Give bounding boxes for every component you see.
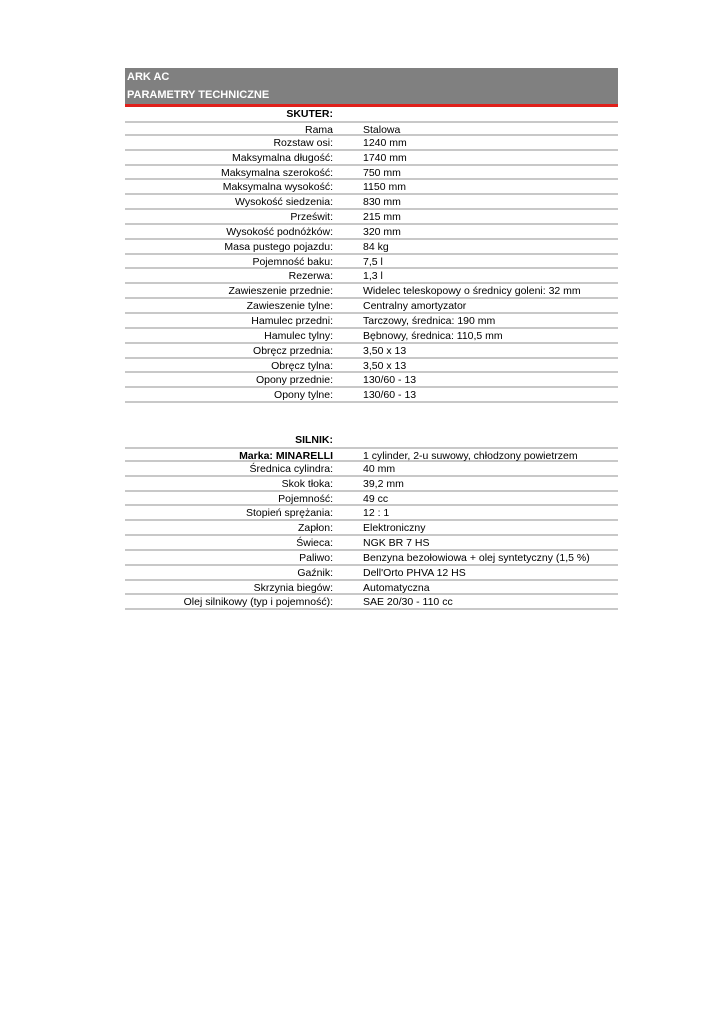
spec-value: 130/60 - 13 xyxy=(363,389,417,402)
section-title-label: SKUTER: xyxy=(286,108,333,120)
spec-value: 3,50 x 13 xyxy=(363,359,407,372)
spec-row xyxy=(125,551,618,566)
spec-row xyxy=(125,210,618,225)
spec-value: Widelec teleskopowy o średnicy goleni: 32 mm xyxy=(363,285,581,298)
spec-label: Maksymalna szerokość: xyxy=(220,166,333,179)
spec-label: Pojemność: xyxy=(278,492,333,505)
spec-row xyxy=(125,447,618,462)
spec-label: Zawieszenie tylne: xyxy=(246,300,333,313)
spec-label: Średnica cylindra: xyxy=(249,462,333,475)
sheet-subtitle: PARAMETRY TECHNICZNE xyxy=(127,89,270,101)
spec-label: Wysokość siedzenia: xyxy=(235,196,333,209)
spec-row xyxy=(125,566,618,581)
spec-row xyxy=(125,536,618,551)
spec-label: Opony przednie: xyxy=(255,374,333,387)
spec-label: Maksymalna wysokość: xyxy=(222,181,333,194)
spec-label: Obręcz tylna: xyxy=(271,359,333,372)
spec-value: Dell'Orto PHVA 12 HS xyxy=(363,566,466,579)
spec-row xyxy=(125,121,618,136)
spec-value: 830 mm xyxy=(363,196,401,209)
spec-label: Gaźnik: xyxy=(297,566,333,579)
section-title-silnik xyxy=(125,433,618,447)
spec-sheet xyxy=(125,68,618,610)
spec-row xyxy=(125,462,618,477)
spec-label: Prześwit: xyxy=(290,211,333,224)
spec-row xyxy=(125,314,618,329)
section-gap xyxy=(125,403,618,433)
spec-row xyxy=(125,284,618,299)
spec-row xyxy=(125,359,618,374)
spec-label: Rama xyxy=(304,124,333,136)
spec-row xyxy=(125,180,618,195)
spec-row xyxy=(125,373,618,388)
spec-value: Automatyczna xyxy=(363,581,430,594)
spec-row xyxy=(125,388,618,403)
spec-value: 40 mm xyxy=(363,462,396,475)
spec-label: Hamulec tylny: xyxy=(264,329,333,342)
spec-value: 1,3 l xyxy=(363,270,383,283)
spec-label: Obręcz przednia: xyxy=(253,344,333,357)
spec-label: Pojemność baku: xyxy=(252,255,333,268)
spec-row xyxy=(125,581,618,596)
spec-row xyxy=(125,492,618,507)
spec-row xyxy=(125,269,618,284)
spec-label: Marka: MINARELLI xyxy=(239,450,333,463)
spec-row xyxy=(125,195,618,210)
spec-label: Olej silnikowy (typ i pojemność): xyxy=(183,596,333,609)
spec-row xyxy=(125,344,618,359)
spec-label: Skok tłoka: xyxy=(281,477,333,490)
spec-row xyxy=(125,521,618,536)
spec-row xyxy=(125,477,618,492)
spec-label: Maksymalna długość: xyxy=(232,151,333,164)
spec-value: Benzyna bezołowiowa + olej syntetyczny (1,5 %) xyxy=(363,551,590,564)
spec-label: Masa pustego pojazdu: xyxy=(224,240,333,253)
spec-value: 12 : 1 xyxy=(363,507,390,520)
spec-label: Skrzynia biegów: xyxy=(253,581,333,594)
spec-value: Tarczowy, średnica: 190 mm xyxy=(363,314,496,327)
silnik-table xyxy=(125,447,618,610)
spec-value: 215 mm xyxy=(363,211,401,224)
spec-label: Rozstaw osi: xyxy=(273,136,333,149)
model-title: ARK AC xyxy=(127,71,170,83)
spec-value: Elektroniczny xyxy=(363,522,426,535)
spec-label: Wysokość podnóżków: xyxy=(226,225,333,238)
spec-value: 84 kg xyxy=(363,240,389,253)
spec-label: Hamulec przedni: xyxy=(251,314,333,327)
spec-value: 3,50 x 13 xyxy=(363,344,407,357)
spec-label: Rezerwa: xyxy=(288,270,333,283)
spec-value: Centralny amortyzator xyxy=(363,300,467,313)
spec-row xyxy=(125,166,618,181)
spec-value: Stalowa xyxy=(363,124,401,136)
spec-row xyxy=(125,136,618,151)
sheet-header xyxy=(125,68,618,104)
spec-value: 320 mm xyxy=(363,225,401,238)
spec-value: SAE 20/30 - 110 cc xyxy=(363,596,453,609)
spec-row xyxy=(125,225,618,240)
spec-row xyxy=(125,255,618,270)
skuter-table xyxy=(125,121,618,403)
spec-row xyxy=(125,151,618,166)
spec-label: Opony tylne: xyxy=(274,389,333,402)
spec-label: Stopień sprężania: xyxy=(246,507,333,520)
spec-label: Świeca: xyxy=(296,537,333,550)
spec-label: Zapłon: xyxy=(297,522,333,535)
spec-row xyxy=(125,299,618,314)
spec-value: 1240 mm xyxy=(363,136,407,149)
spec-value: 1150 mm xyxy=(363,181,406,194)
spec-row xyxy=(125,506,618,521)
spec-row xyxy=(125,329,618,344)
spec-label: Zawieszenie przednie: xyxy=(228,285,333,298)
spec-value: 39,2 mm xyxy=(363,477,404,490)
spec-value: 1740 mm xyxy=(363,151,407,164)
spec-value: 7,5 l xyxy=(363,255,383,268)
section-title-label: SILNIK: xyxy=(295,434,333,447)
spec-value: 1 cylinder, 2-u suwowy, chłodzony powietrzem xyxy=(363,450,578,463)
spec-value: 130/60 - 13 xyxy=(363,374,417,387)
section-title-skuter xyxy=(125,107,618,121)
spec-label: Paliwo: xyxy=(299,551,333,564)
spec-row xyxy=(125,240,618,255)
spec-value: NGK BR 7 HS xyxy=(363,537,430,550)
spec-value: 750 mm xyxy=(363,166,401,179)
spec-value: 49 cc xyxy=(363,492,389,505)
spec-row xyxy=(125,595,618,610)
spec-value: Bębnowy, średnica: 110,5 mm xyxy=(363,329,503,342)
